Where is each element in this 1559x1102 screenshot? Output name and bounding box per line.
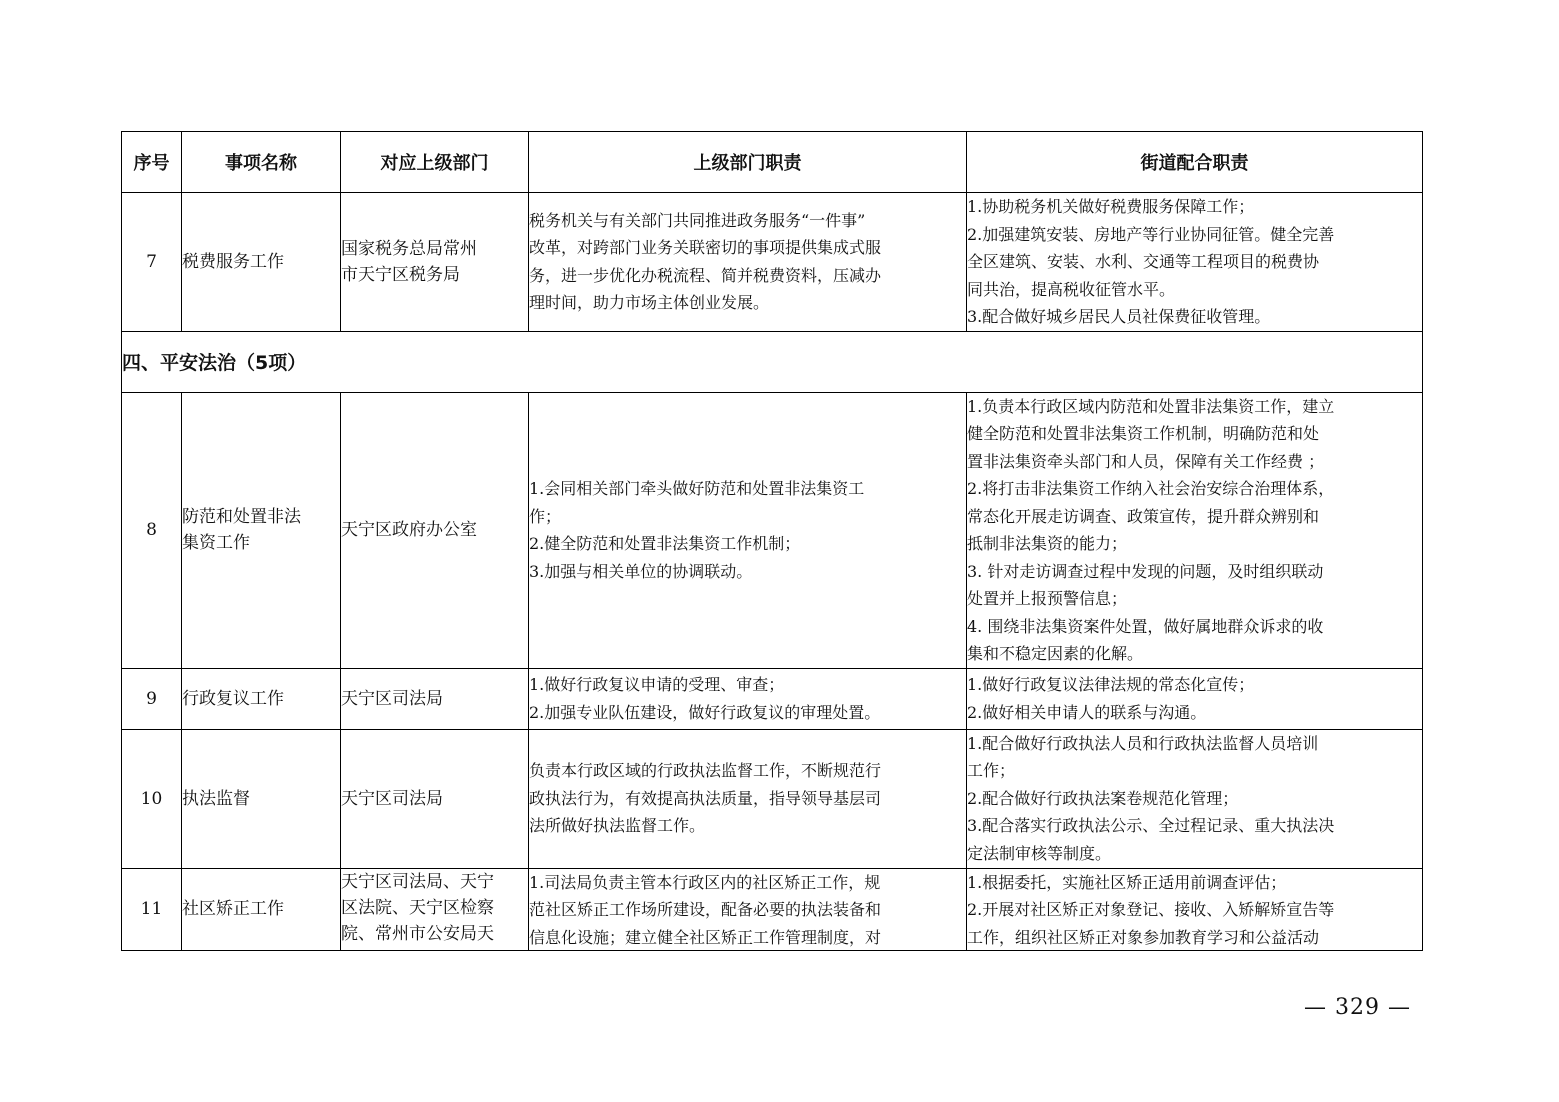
item-name: 执法监督 <box>182 729 341 868</box>
street-duties <box>967 193 1423 332</box>
text-line: 1.根据委托，实施社区矫正适用前调查评估； <box>967 872 1287 892</box>
table-row <box>122 668 1423 729</box>
row-number: 9 <box>122 668 182 729</box>
text-line: 3. 针对走访调查过程中发现的问题，及时组织联动 <box>967 561 1324 581</box>
text-line: 区法院、天宁区检察 <box>341 897 494 918</box>
header-upper-dept: 对应上级部门 <box>341 132 529 193</box>
text-line: 防范和处置非法 <box>182 507 301 527</box>
text-line: 1.会同相关部门牵头做好防范和处置非法集资工 <box>529 479 865 498</box>
text-line: 国家税务总局常州 <box>341 238 477 259</box>
text-line: 2.加强建筑安装、房地产等行业协同征管。健全完善 <box>967 224 1335 244</box>
section-row <box>122 331 1423 392</box>
text-line: 2.健全防范和处置非法集资工作机制； <box>529 534 801 553</box>
text-line: 信息化设施；建立健全社区矫正工作管理制度，对 <box>529 927 882 947</box>
page-number: — 329 — <box>1304 995 1411 1020</box>
header-item-name: 事项名称 <box>182 132 341 193</box>
text-line: 3.配合落实行政执法公示、全过程记录、重大执法决 <box>967 816 1335 836</box>
upper-dept: 天宁区政府办公室 <box>341 392 529 668</box>
table-row <box>122 392 1423 668</box>
cell-content <box>967 869 1422 950</box>
text-line: 全区建筑、安装、水利、交通等工程项目的税费协 <box>967 252 1320 271</box>
upper-duties <box>529 392 967 668</box>
upper-dept <box>341 193 529 332</box>
upper-dept <box>341 868 529 950</box>
text-line: 4. 围绕非法集资案件处置，做好属地群众诉求的收 <box>967 616 1324 636</box>
cell-content <box>529 869 966 950</box>
section-heading: 四、平安法治（5项） <box>122 331 1423 392</box>
text-line: 院、常州市公安局天 <box>341 923 494 944</box>
table-row <box>122 193 1423 332</box>
text-line: 税务机关与有关部门共同推进政务服务“一件事” <box>529 210 866 230</box>
text-line: 2.开展对社区矫正对象登记、接收、入矫解矫宣告等 <box>967 900 1335 919</box>
text-line: 同共治，提高税收征管水平。 <box>967 279 1176 299</box>
upper-duties <box>529 868 967 950</box>
upper-duties <box>529 668 967 729</box>
cell-content <box>341 869 528 950</box>
text-line: 工作，组织社区矫正对象参加教育学习和公益活动 <box>967 927 1320 947</box>
text-line: 负责本行政区域的行政执法监督工作，不断规范行 <box>529 761 882 781</box>
text-line: 1.负责本行政区域内防范和处置非法集资工作，建立 <box>967 396 1335 416</box>
street-duties <box>967 392 1423 668</box>
text-line: 置非法集资牵头部门和人员，保障有关工作经费 ； <box>967 451 1325 471</box>
text-line: 1.协助税务机关做好税费服务保障工作； <box>967 197 1255 216</box>
text-line: 1.司法局负责主管本行政区内的社区矫正工作，规 <box>529 872 881 892</box>
row-number: 11 <box>122 868 182 950</box>
street-duties <box>967 668 1423 729</box>
text-line: 法所做好执法监督工作。 <box>529 816 706 836</box>
text-line: 健全防范和处置非法集资工作机制，明确防范和处 <box>967 424 1320 443</box>
text-line: 3.加强与相关单位的协调联动。 <box>529 561 753 581</box>
text-line: 工作； <box>967 761 1016 781</box>
text-line: 2.做好相关申请人的联系与沟通。 <box>967 702 1207 722</box>
duties-table <box>121 131 1423 951</box>
item-name <box>182 392 341 668</box>
street-duties <box>967 729 1423 868</box>
text-line: 2.将打击非法集资工作纳入社会治安综合治理体系， <box>967 479 1335 498</box>
text-line: 作； <box>529 506 562 526</box>
header-no: 序号 <box>122 132 182 193</box>
upper-dept: 天宁区司法局 <box>341 668 529 729</box>
text-line: 集和不稳定因素的化解。 <box>967 644 1144 663</box>
header-street-duties: 街道配合职责 <box>967 132 1423 193</box>
row-number: 8 <box>122 392 182 668</box>
text-line: 1.做好行政复议法律法规的常态化宣传； <box>967 675 1255 694</box>
text-line: 理时间，助力市场主体创业发展。 <box>529 293 770 313</box>
text-line: 2.加强专业队伍建设，做好行政复议的审理处置。 <box>529 702 881 722</box>
street-duties <box>967 868 1423 950</box>
text-line: 政执法行为，有效提高执法质量，指导领导基层司 <box>529 788 882 808</box>
table-row <box>122 868 1423 950</box>
text-line: 市天宁区税务局 <box>341 264 460 285</box>
text-line: 1.做好行政复议申请的受理、审查； <box>529 675 785 694</box>
text-line: 抵制非法集资的能力； <box>967 534 1128 553</box>
item-name: 税费服务工作 <box>182 193 341 332</box>
upper-duties <box>529 193 967 332</box>
row-number: 7 <box>122 193 182 332</box>
row-number: 10 <box>122 729 182 868</box>
text-line: 定法制审核等制度。 <box>967 843 1112 863</box>
text-line: 天宁区司法局、天宁 <box>341 871 494 892</box>
text-line: 3.配合做好城乡居民人员社保费征收管理。 <box>967 307 1271 326</box>
header-row <box>122 132 1423 193</box>
upper-dept: 天宁区司法局 <box>341 729 529 868</box>
item-name: 社区矫正工作 <box>182 868 341 950</box>
text-line: 处置并上报预警信息； <box>967 589 1128 608</box>
text-line: 1.配合做好行政执法人员和行政执法监督人员培训 <box>967 733 1319 753</box>
item-name: 行政复议工作 <box>182 668 341 729</box>
upper-duties <box>529 729 967 868</box>
text-line: 2.配合做好行政执法案卷规范化管理； <box>967 788 1239 808</box>
text-line: 务，进一步优化办税流程、简并税费资料，压减办 <box>529 265 882 285</box>
text-line: 集资工作 <box>182 533 250 553</box>
text-line: 常态化开展走访调查、政策宣传，提升群众辨别和 <box>967 506 1320 526</box>
header-upper-duties: 上级部门职责 <box>529 132 967 193</box>
table-row <box>122 729 1423 868</box>
text-line: 改革，对跨部门业务关联密切的事项提供集成式服 <box>529 238 882 258</box>
text-line: 范社区矫正工作场所建设，配备必要的执法装备和 <box>529 900 882 919</box>
